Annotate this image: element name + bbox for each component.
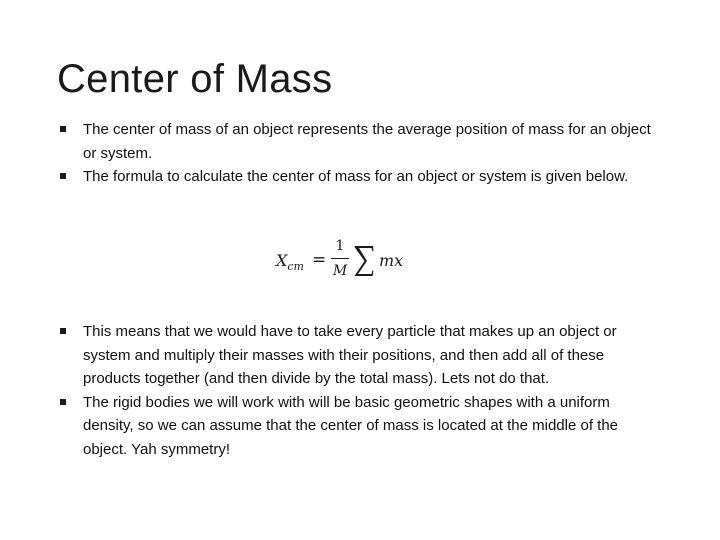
bullet-item: [58, 391, 658, 462]
formula-summand: mx: [379, 251, 404, 270]
center-of-mass-formula: [276, 236, 416, 284]
bullet-text: This means that we would have to take every particle that makes up an object or system and multiply their masses with their positions, and then add all of these products together (and then divide by the total mass). Lets not do that.: [83, 323, 617, 387]
bullet-text: The rigid bodies we will work with will be basic geometric shapes with a uniform density, so we can assume that the center of mass is located at the middle of the object. Yah symmetry!: [83, 393, 619, 458]
bullet-item: [58, 320, 658, 391]
bullet-text: The formula to calculate the center of mass for an object or system is given below.: [83, 168, 629, 185]
summation-icon: [353, 244, 375, 278]
bullet-text: The center of mass of an object represents the average position of mass for an object or system.: [83, 121, 651, 162]
formula-numerator: 1: [335, 238, 345, 254]
square-bullet-icon: [60, 126, 66, 132]
bullet-list-bottom: [58, 320, 658, 461]
bullet-list-top: [58, 118, 658, 189]
square-bullet-icon: [60, 399, 66, 405]
formula-fraction: [331, 236, 349, 281]
bullet-item: [58, 118, 658, 165]
slide-title: Center of Mass: [57, 57, 333, 101]
formula-lhs: [276, 251, 304, 273]
bullet-item: [58, 165, 658, 189]
formula-lhs-variable: X: [276, 251, 288, 270]
formula-equals: =: [312, 250, 327, 270]
formula-lhs-subscript: cm: [287, 260, 304, 274]
square-bullet-icon: [60, 173, 66, 179]
formula-denominator: M: [332, 263, 348, 280]
fraction-bar: [331, 258, 349, 259]
square-bullet-icon: [60, 328, 66, 334]
